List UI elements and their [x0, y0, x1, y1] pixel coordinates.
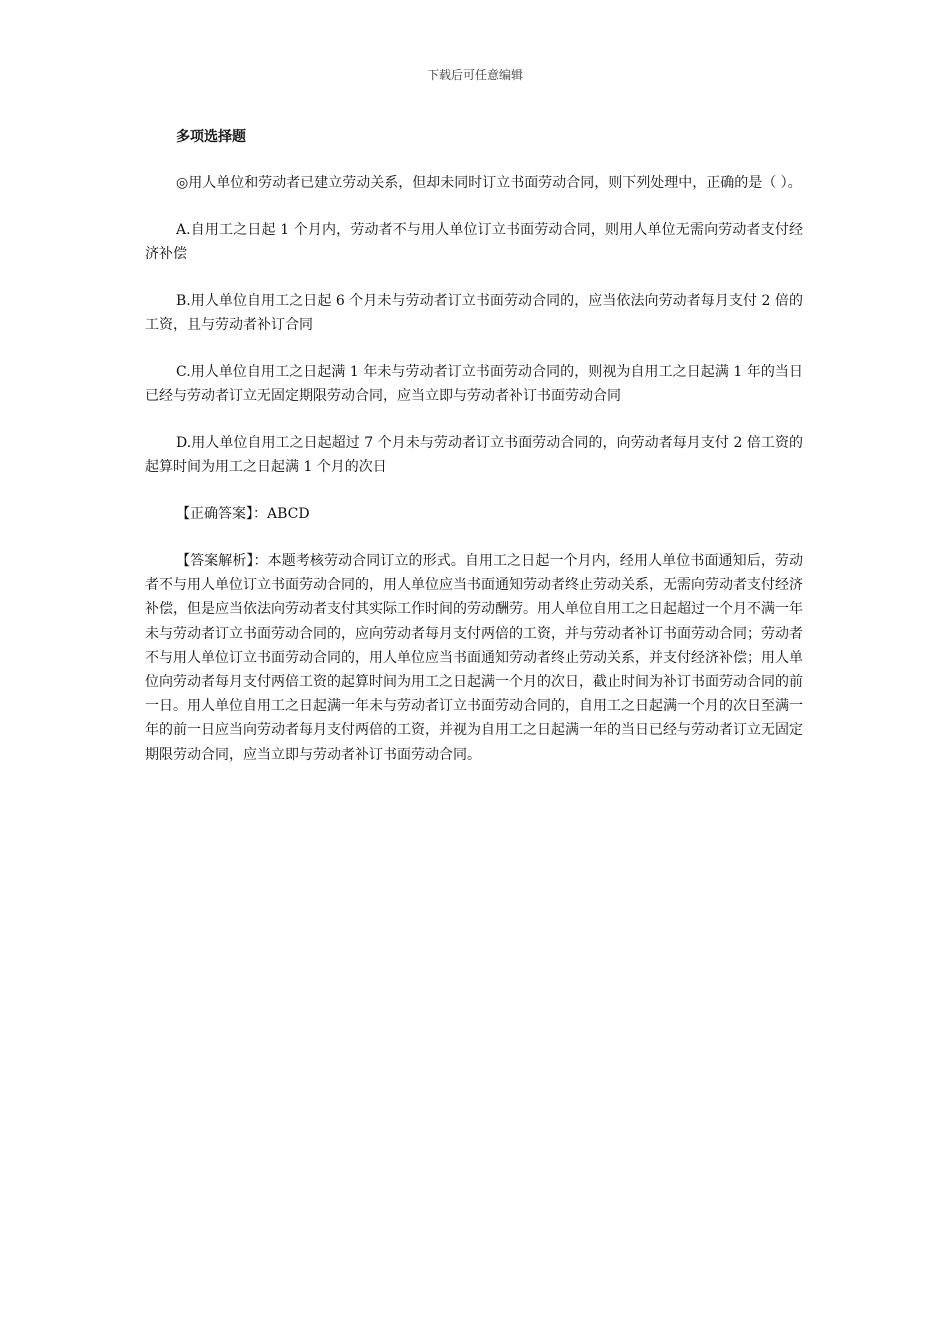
question-stem: ◎用人单位和劳动者已建立劳动关系，但却未同时订立书面劳动合同，则下列处理中，正确的是（ ）。: [176, 175, 802, 191]
section-title: 多项选择题: [176, 129, 246, 145]
header-note: 下载后可任意编辑: [426, 68, 523, 82]
answer-analysis-text: 本题考核劳动合同订立的形式。自用工之日起一个月内，经用人单位书面通知后，劳动者不与用人单位订立书面劳动合同的，用人单位应当书面通知劳动者终止劳动关系，无需向劳动者支付经济补偿，但是应当依法向劳动者支付其实际工作时间的劳动酬劳。用人单位自用工之日起超过一个月不满一年未与劳动者订立书面劳动合同的，应向劳动者每月支付两倍的工资，并与劳动者补订书面劳动合同；劳动者不与用人单位订立书面劳动合同的，用人单位应当书面通知劳动者终止劳动关系，并支付经济补偿；用人单位向劳动者每月支付两倍工资的起算时间为用工之日起满一个月的次日，截止时间为补订书面劳动合同的前一日。用人单位自用工之日起满一年未与劳动者订立书面劳动合同的，自用工之日起满一个月的次日至满一年的前一日应当向劳动者每月支付两倍的工资，并视为自用工之日起满一年的当日已经与劳动者订立无固定期限劳动合同，应当立即与劳动者补订书面劳动合同。: [145, 553, 804, 763]
correct-answer: [145, 502, 803, 526]
option-a: A.自用工之日起 1 个月内，劳动者不与用人单位订立书面劳动合同，则用人单位无需向劳动者支付经济补偿: [145, 222, 803, 262]
option-b: B.用人单位自用工之日起 6 个月未与劳动者订立书面劳动合同的，应当依法向劳动者每月支付 2 倍的工资，且与劳动者补订合同: [145, 293, 803, 333]
answer-analysis: [145, 549, 803, 767]
answer-analysis-label: 【答案解析】：: [176, 553, 268, 569]
option-d: D.用人单位自用工之日起超过 7 个月未与劳动者订立书面劳动合同的，向劳动者每月支付 2 倍工资的起算时间为用工之日起满 1 个月的次日: [145, 435, 803, 475]
correct-answer-label: 【正确答案】：: [176, 506, 267, 522]
document-body: [145, 126, 803, 767]
correct-answer-value: ABCD: [267, 506, 310, 522]
option-c: C.用人单位自用工之日起满 1 年未与劳动者订立书面劳动合同的，则视为自用工之日起满 1 年的当日已经与劳动者订立无固定期限劳动合同，应当立即与劳动者补订书面劳动合同: [145, 364, 803, 404]
